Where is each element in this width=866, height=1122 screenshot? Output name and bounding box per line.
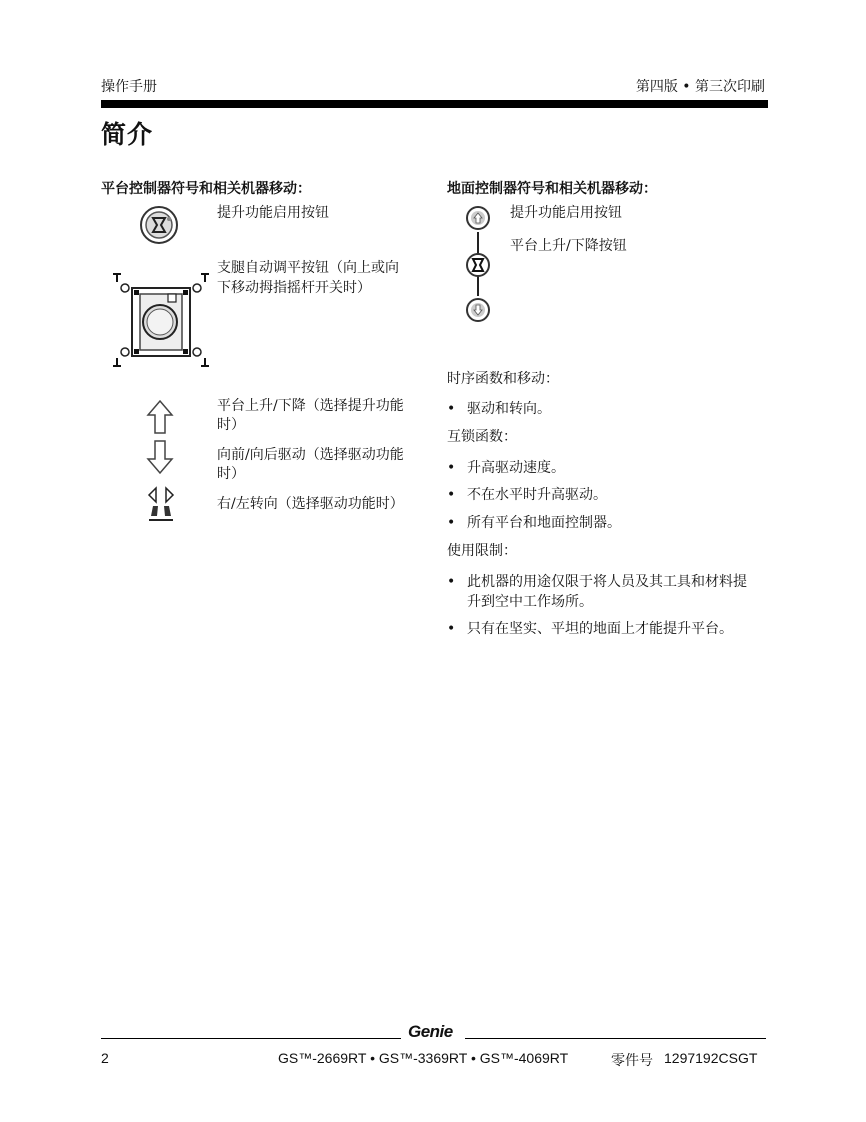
outrigger-auto-level-icon [110,270,210,370]
timing-label: 时序函数和移动： [447,371,559,387]
arrow-up-icon [146,399,174,435]
page-number: 2 [101,1050,109,1066]
list-item: • 不在水平时升高驱动。 [447,487,607,503]
outrigger-label-line1: 支腿自动调平按钮（向上或向 [217,260,399,276]
outrigger-label-line2: 下移动拇指摇杆开关时） [217,280,371,296]
steer-label: 右/左转向（选择驱动功能时） [217,496,404,512]
footer-rule-left [101,1038,401,1039]
ground-controls-heading: 地面控制器符号和相关机器移动： [447,181,657,197]
list-item: • 只有在坚实、平坦的地面上才能提升平台。 [447,621,733,637]
ground-platform-up-down-label: 平台上升/下降按钮 [510,238,627,254]
footer-part-label: 零件号 [611,1053,653,1069]
list-item: • 所有平台和地面控制器。 [447,515,621,531]
ground-control-switch-icon [463,204,493,324]
platform-up-down-line1: 平台上升/下降（选择提升功能 [217,398,404,414]
list-item: • 此机器的用途仅限于将人员及其工具和材料提 升到空中工作场所。 [447,574,747,610]
drive-fwd-rev-line1: 向前/向后驱动（选择驱动功能 [217,447,404,463]
list-item: • 升高驱动速度。 [447,460,565,476]
lift-enable-label: 提升功能启用按钮 [217,205,329,221]
drive-fwd-rev-line2: 时） [217,466,245,482]
header-manual-label: 操作手册 [101,79,157,95]
footer-models: GS™-2669RT • GS™-3369RT • GS™-4069RT [278,1050,569,1066]
steer-icon [146,486,176,522]
platform-up-down-line2: 时） [217,417,245,433]
header-rule [101,100,768,108]
header-edition-label: 第四版 • 第三次印刷 [635,79,765,95]
platform-controls-heading: 平台控制器符号和相关机器移动： [101,181,311,197]
limits-label: 使用限制： [447,543,517,559]
genie-logo: Genie [408,1022,453,1041]
page-title: 简介 [101,120,154,149]
ground-lift-enable-label: 提升功能启用按钮 [510,205,622,221]
arrow-down-icon [146,439,174,475]
interlock-label: 互锁函数： [447,429,517,445]
lift-enable-button-icon [139,205,179,245]
list-item: • 驱动和转向。 [447,401,551,417]
footer-part-number: 1297192CSGT [664,1050,758,1066]
footer-rule-right [465,1038,766,1039]
